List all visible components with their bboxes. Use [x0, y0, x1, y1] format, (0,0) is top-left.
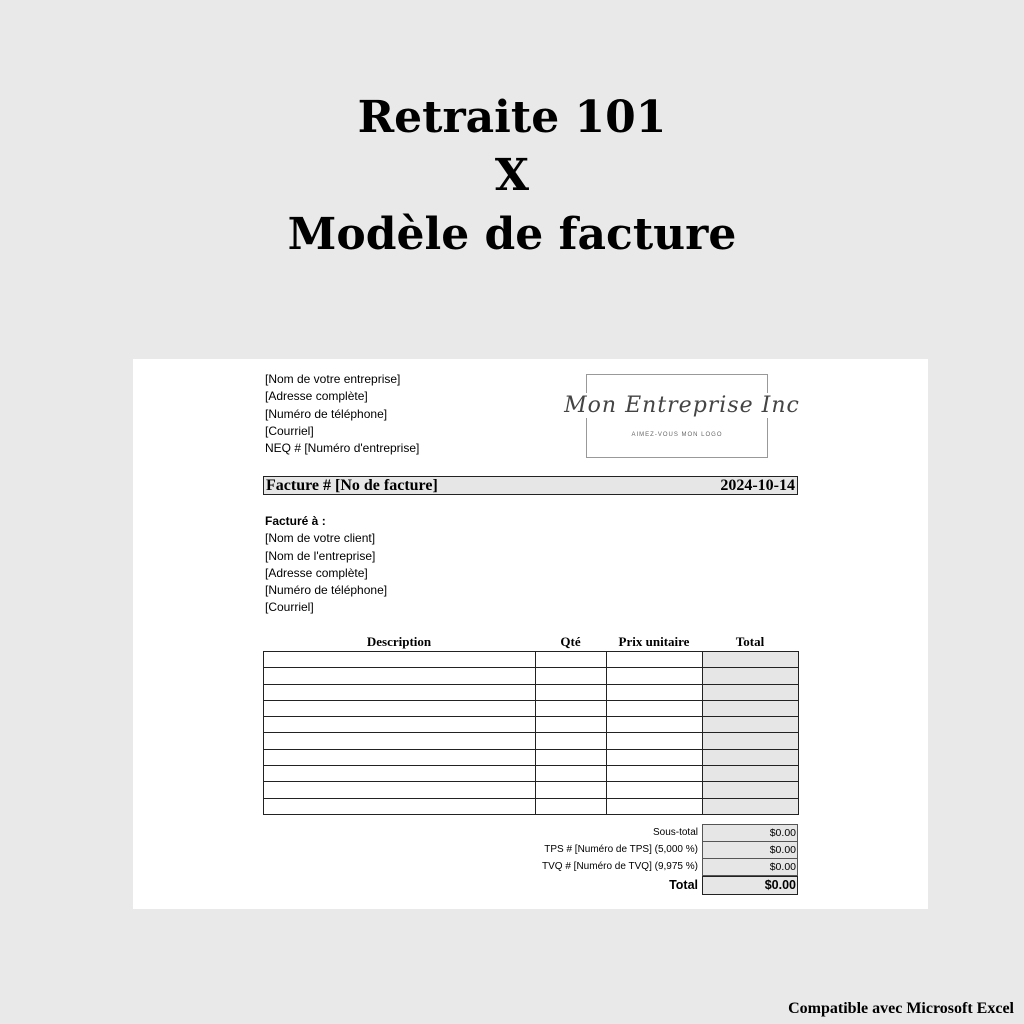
tvq-label: TVQ # [Numéro de TVQ] (9,975 %): [542, 861, 698, 872]
total-cell[interactable]: [703, 798, 799, 814]
description-cell[interactable]: [264, 766, 536, 782]
invoice-number: Facture # [No de facture]: [266, 477, 438, 494]
title-line-2: X: [494, 150, 530, 201]
table-row: [264, 652, 799, 668]
title-line-3: Modèle de facture: [287, 209, 737, 260]
description-cell[interactable]: [264, 668, 536, 684]
table-row: [264, 684, 799, 700]
description-cell[interactable]: [264, 717, 536, 733]
unit-price-cell[interactable]: [607, 749, 703, 765]
total-value: $0.00: [702, 876, 798, 895]
qty-cell[interactable]: [536, 668, 607, 684]
tps-value: $0.00: [702, 841, 798, 859]
table-row: [264, 717, 799, 733]
total-cell[interactable]: [703, 652, 799, 668]
client-line: [Nom de votre client]: [265, 531, 376, 546]
title-line-1: Retraite 101: [357, 92, 667, 143]
total-cell[interactable]: [703, 766, 799, 782]
invoice-date: 2024-10-14: [720, 477, 795, 494]
invoice-header-bar: [263, 476, 798, 495]
qty-cell[interactable]: [536, 749, 607, 765]
total-cell[interactable]: [703, 700, 799, 716]
unit-price-cell[interactable]: [607, 766, 703, 782]
tvq-value: $0.00: [702, 858, 798, 876]
subtotal-label: Sous-total: [652, 827, 698, 838]
table-row: [264, 733, 799, 749]
client-line: [Adresse complète]: [265, 565, 368, 580]
sender-block: [265, 371, 419, 457]
qty-cell[interactable]: [536, 700, 607, 716]
total-label: Total: [669, 878, 698, 892]
table-row: [264, 766, 799, 782]
sender-line: [Nom de votre entreprise]: [265, 372, 401, 386]
unit-price-cell[interactable]: [607, 684, 703, 700]
subtotal-value: $0.00: [702, 824, 798, 842]
table-row: [264, 700, 799, 716]
unit-price-cell[interactable]: [607, 798, 703, 814]
header-total: Total: [735, 634, 765, 649]
qty-cell[interactable]: [536, 766, 607, 782]
sender-line: NEQ # [Numéro d'entreprise]: [265, 441, 420, 456]
company-logo: [564, 374, 800, 458]
qty-cell[interactable]: [536, 684, 607, 700]
billed-to-block: [265, 513, 387, 617]
qty-cell[interactable]: [536, 798, 607, 814]
client-line: [Nom de l'entreprise]: [265, 548, 376, 563]
qty-cell[interactable]: [536, 782, 607, 798]
qty-cell[interactable]: [536, 652, 607, 668]
logo-name: Mon Entreprise Inc: [562, 393, 802, 418]
table-row: [264, 749, 799, 765]
description-cell[interactable]: [264, 700, 536, 716]
table-row: [264, 782, 799, 798]
unit-price-cell[interactable]: [607, 733, 703, 749]
client-line: [Courriel]: [265, 600, 314, 615]
description-cell[interactable]: [264, 798, 536, 814]
total-cell[interactable]: [703, 684, 799, 700]
sender-line: [Adresse complète]: [265, 389, 368, 404]
description-cell[interactable]: [264, 733, 536, 749]
sender-line: [Courriel]: [265, 423, 314, 438]
table-row: [264, 668, 799, 684]
table-row: [264, 798, 799, 814]
unit-price-cell[interactable]: [607, 717, 703, 733]
tps-label: TPS # [Numéro de TPS] (5,000 %): [544, 844, 698, 855]
sender-line: [Numéro de téléphone]: [265, 406, 388, 421]
billed-to-label: Facturé à :: [265, 514, 326, 528]
header-qty: Qté: [560, 634, 581, 649]
description-cell[interactable]: [264, 652, 536, 668]
client-line: [Numéro de téléphone]: [265, 583, 388, 598]
unit-price-cell[interactable]: [607, 668, 703, 684]
description-cell[interactable]: [264, 684, 536, 700]
total-cell[interactable]: [703, 782, 799, 798]
header-description: Description: [366, 634, 432, 649]
compatibility-note: Compatible avec Microsoft Excel: [788, 1000, 1014, 1017]
total-cell[interactable]: [703, 668, 799, 684]
invoice-sheet: [133, 359, 928, 909]
unit-price-cell[interactable]: [607, 652, 703, 668]
description-cell[interactable]: [264, 749, 536, 765]
unit-price-cell[interactable]: [607, 700, 703, 716]
qty-cell[interactable]: [536, 717, 607, 733]
description-cell[interactable]: [264, 782, 536, 798]
line-items-table: [263, 651, 799, 815]
header-unit-price: Prix unitaire: [618, 634, 690, 649]
total-cell[interactable]: [703, 733, 799, 749]
total-cell[interactable]: [703, 717, 799, 733]
qty-cell[interactable]: [536, 733, 607, 749]
logo-tagline: AIMEZ-VOUS MON LOGO: [631, 432, 723, 438]
unit-price-cell[interactable]: [607, 782, 703, 798]
total-cell[interactable]: [703, 749, 799, 765]
